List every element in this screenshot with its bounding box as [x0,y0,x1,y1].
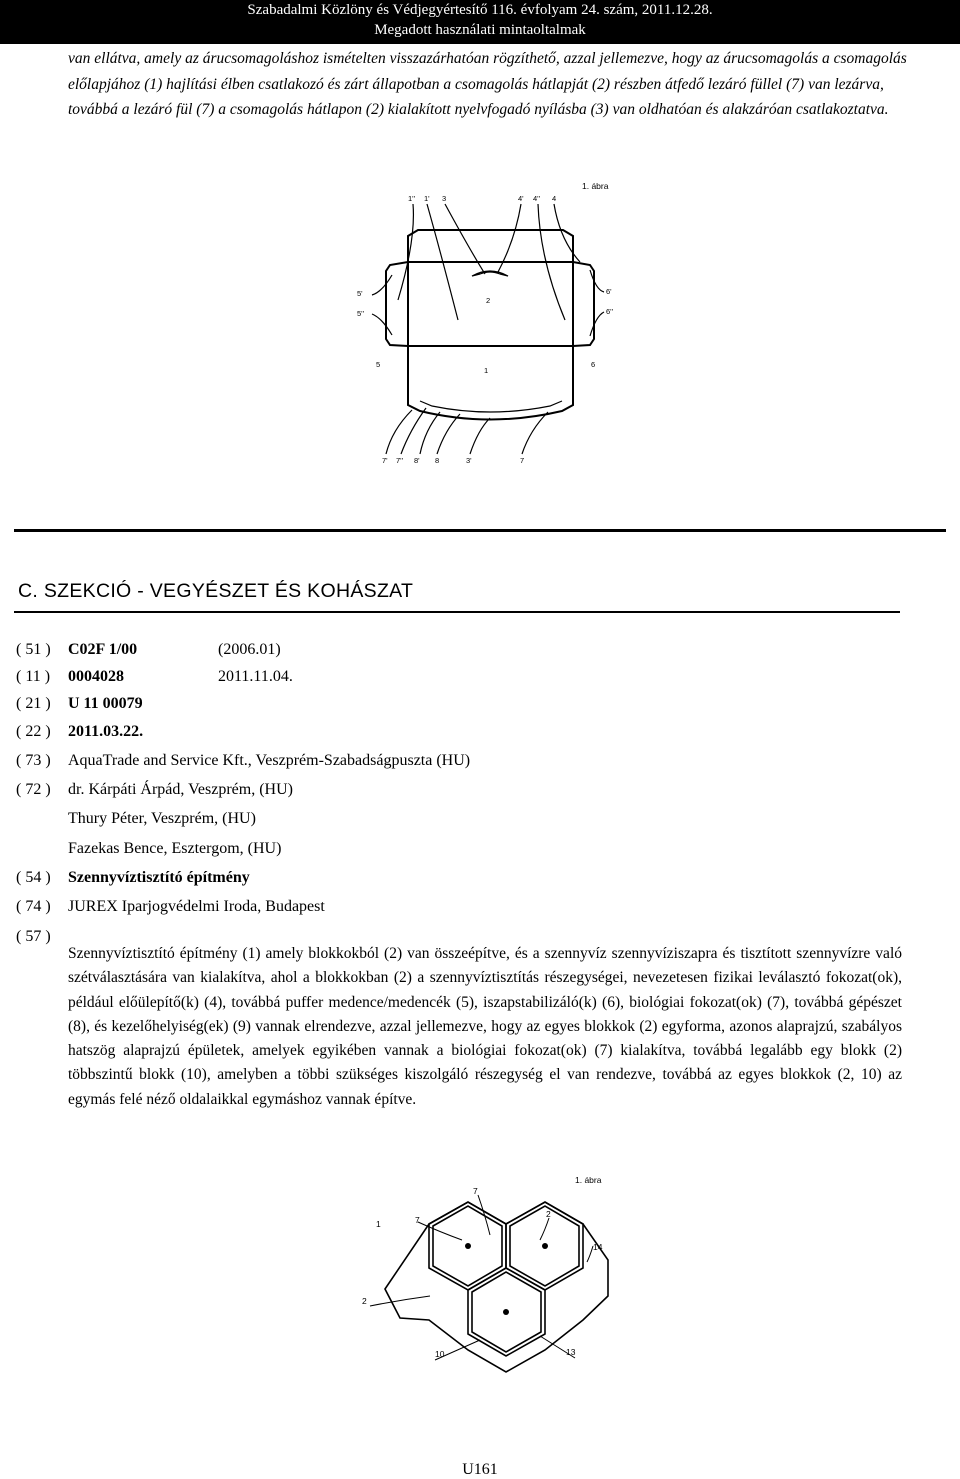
fig1-label: 6'' [606,307,614,316]
inid-code: ( 73 ) [16,752,51,769]
fig1-label: 3' [466,456,472,465]
fig2-label: 2 [362,1296,367,1306]
fig1-label: 2 [486,296,491,305]
inid-code: ( 51 ) [16,641,51,658]
fig1-label: 5 [376,360,381,369]
block-marker [542,1243,548,1249]
section-divider-thin [14,611,900,613]
fig1-label: 1 [484,366,489,375]
block-marker [465,1243,471,1249]
fig2-label: 2 [546,1209,551,1219]
fig1-label: 5'' [357,309,365,318]
page-number: U161 [462,1461,498,1478]
fig1-label: 4 [552,194,557,203]
figure1-caption: 1. ábra [582,181,609,191]
inid-code: ( 22 ) [16,723,51,740]
representative: JUREX Iparjogvédelmi Iroda, Budapest [68,898,325,915]
packaging-figure [330,170,650,475]
inventor: dr. Kárpáti Árpád, Veszprém, (HU) [68,781,293,798]
fig2-label: 13 [566,1347,576,1357]
registration-number: 0004028 [68,668,124,685]
inventor: Fazekas Bence, Esztergom, (HU) [68,840,282,857]
fig1-label: 5' [357,289,363,298]
fig1-label: 6' [606,287,612,296]
inventor: Thury Péter, Veszprém, (HU) [68,810,256,827]
fig1-label: 7 [520,456,525,465]
filing-date: 2011.03.22. [68,723,144,740]
section-subtitle: Megadott használati mintaoltalmak [374,22,586,38]
fig1-label: 1' [424,194,430,203]
registration-date: 2011.11.04. [218,668,293,685]
fig1-label: 4'' [533,194,541,203]
claim-continuation: van ellátva, amely az árucsomagoláshoz ismételten visszazárhatóan rögzíthető, azzal jellemezve, hogy az árucsomagolás a csomagolás előlapjához (1) hajlítási élben csatlakozó és zárt állapotban a csomagolás hátlapját (2) részben átfedő lezáró füllel (7) van lezárva, továbbá a lezáró fül (7) a csomagolás hátlapon (2) kialakított nyelvfogadó nyílásba (3) van oldhatóan és alakzáróan csatlakoztatva. [68,50,907,118]
ipc-version: (2006.01) [218,641,281,658]
inid-code: ( 11 ) [16,668,51,685]
fig2-label: 7 [415,1215,420,1225]
block-marker [503,1309,509,1315]
inid-code: ( 21 ) [16,695,51,712]
inid-code: ( 57 ) [16,928,51,945]
fig2-label: 7 [473,1186,478,1196]
hexagon-blocks-figure [355,1165,625,1375]
owner: AquaTrade and Service Kft., Veszprém-Szabadságpuszta (HU) [68,752,471,769]
journal-header [0,0,960,44]
fig2-label: 10 [435,1349,445,1359]
application-number: U 11 00079 [68,695,143,712]
utility-model-title: Szennyvíztisztító építmény [68,869,250,886]
section-divider-thick [14,529,946,532]
journal-title: Szabadalmi Közlöny és Védjegyértesítő 116. évfolyam 24. szám, 2011.12.28. [247,2,713,18]
inid-code: ( 74 ) [16,898,51,915]
section-title: C. SZEKCIÓ - VEGYÉSZET ÉS KOHÁSZAT [18,580,414,602]
fig1-label: 1'' [408,194,416,203]
fig1-label: 7' [382,456,388,465]
figure2-caption: 1. ábra [575,1175,602,1185]
fig1-label: 8' [414,456,420,465]
fig1-label: 6 [591,360,596,369]
fig1-label: 3 [442,194,447,203]
fig2-label: 14 [593,1242,603,1252]
fig1-label: 8 [435,456,440,465]
fig1-label: 7'' [396,456,404,465]
fig1-label: 4' [518,194,524,203]
inid-code: ( 72 ) [16,781,51,798]
abstract-text: Szennyvíztisztító építmény (1) amely blokkokból (2) van összeépítve, és a szennyvíz szennyvíziszapra és tisztított szennyvízre való szétválasztására van kialakítva, ahol a blokkokban (2) a szennyvíztisztítás részegységei, nevezetesen fizikai leválasztó fokozat(ok), például előülepítő(k) (4), továbbá puffer medence/medencék (5), iszapstabilizáló(k) (6), biológiai fokozat(ok) (7), továbbá gépészet (8), és kezelőhelyiség(ek) (9) vannak elrendezve, azzal jellemezve, hogy az egyes blokkok (2) egyforma, azonos alaprajzú, szabályos hatszög alaprajzú épületek, amelyek egyikében vannak a biológiai fokozat(ok) (7) kialakítva, továbbá legalább egy blokk (2) többszintű blokk (10), amelyben a többi szükséges kiszolgáló részegység el van rendezve, továbbá az egyes blokkok (2, 10) az egymás felé néző oldalaikkal egymáshoz vannak építve. [68,945,902,1108]
inid-code: ( 54 ) [16,869,51,886]
ipc-class: C02F 1/00 [68,641,138,658]
fig2-label: 1 [376,1219,381,1229]
